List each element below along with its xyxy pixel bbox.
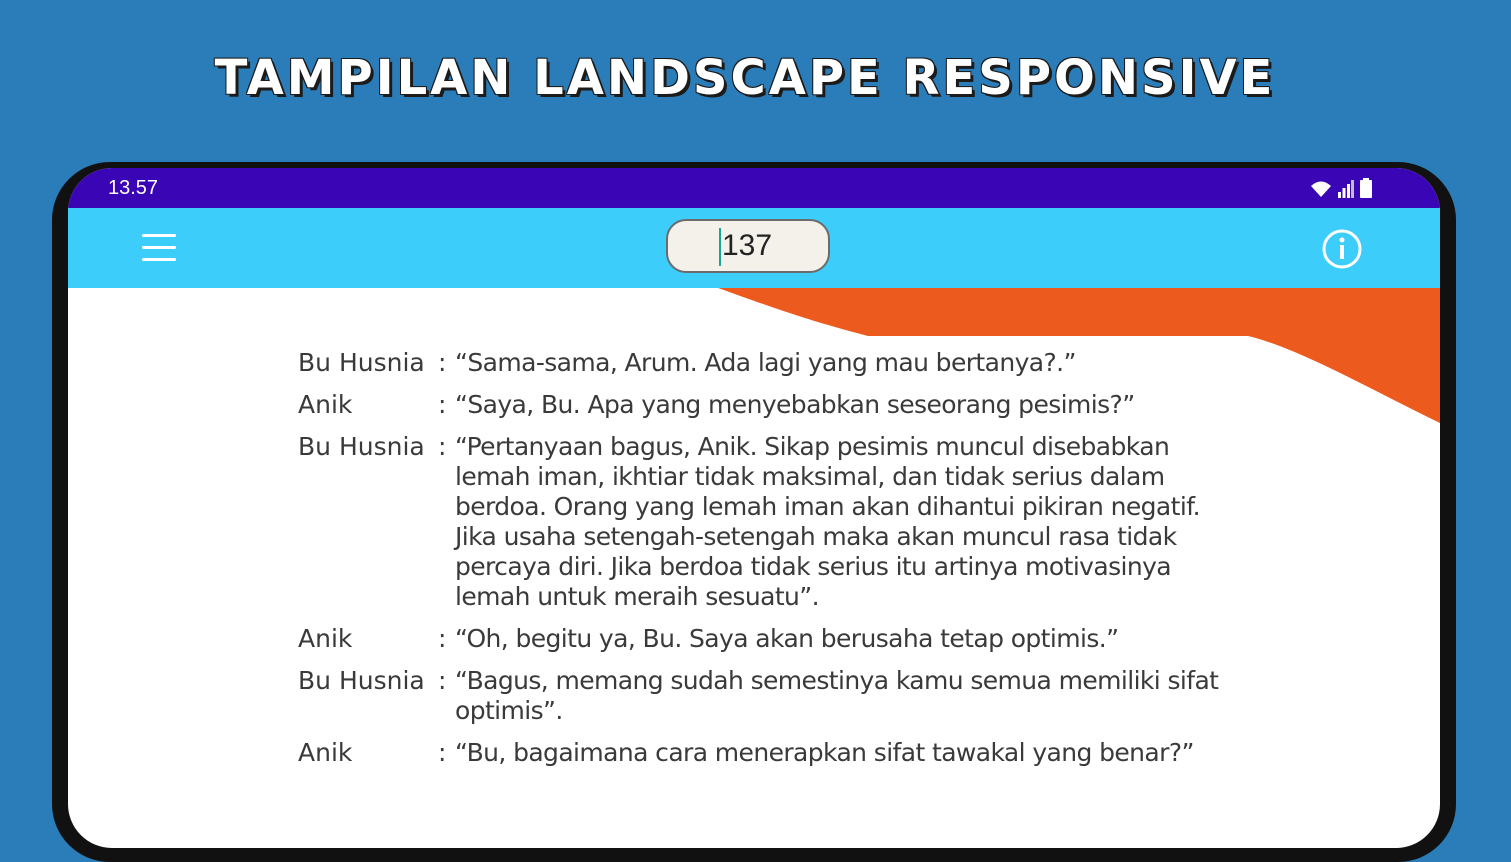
dialogue-line: “Bagus, memang sudah semestinya kamu semua memiliki sifat — [455, 666, 1219, 695]
status-time: 13.57 — [108, 177, 159, 199]
dialogue-line: lemah untuk meraih sesuatu”. — [455, 582, 819, 611]
info-icon[interactable] — [1321, 228, 1363, 270]
dialogue-line: “Oh, begitu ya, Bu. Saya akan berusaha tetap optimis.” — [455, 624, 1119, 653]
dialogue-line: “Sama-sama, Arum. Ada lagi yang mau bertanya?.” — [455, 348, 1076, 377]
banner-title: TAMPILAN LANDSCAPE RESPONSIVE — [214, 50, 1276, 106]
dialogue-row — [298, 348, 1298, 378]
speaker-name: Bu Husnia — [298, 432, 425, 461]
hamburger-menu-icon[interactable] — [140, 226, 180, 270]
colon-separator: : — [438, 390, 447, 419]
speaker-name: Bu Husnia — [298, 348, 425, 377]
dialogue-content — [298, 348, 1298, 780]
dialogue-line: optimis”. — [455, 696, 563, 725]
colon-separator: : — [438, 666, 447, 695]
speaker-name: Anik — [298, 390, 353, 419]
dialogue-line: lemah iman, ikhtiar tidak maksimal, dan tidak serius dalam — [455, 462, 1165, 491]
battery-icon — [1360, 178, 1372, 198]
status-bar — [68, 168, 1440, 208]
speaker-name: Anik — [298, 738, 353, 767]
dialogue-line: “Pertanyaan bagus, Anik. Sikap pesimis muncul disebabkan — [455, 432, 1170, 461]
speaker-name: Bu Husnia — [298, 666, 425, 695]
colon-separator: : — [438, 432, 447, 461]
status-icons — [1310, 178, 1372, 198]
dialogue-line: “Saya, Bu. Apa yang menyebabkan seseorang pesimis?” — [455, 390, 1135, 419]
dialogue-row — [298, 738, 1298, 768]
page-number-input[interactable] — [666, 219, 830, 273]
wifi-icon — [1310, 180, 1332, 198]
app-toolbar — [68, 208, 1440, 288]
dialogue-line: Jika usaha setengah-setengah maka akan muncul rasa tidak — [455, 522, 1177, 551]
dialogue-line: “Bu, bagaimana cara menerapkan sifat tawakal yang benar?” — [455, 738, 1194, 767]
dialogue-line: berdoa. Orang yang lemah iman akan dihantui pikiran negatif. — [455, 492, 1200, 521]
dialogue-line: percaya diri. Jika berdoa tidak serius itu artinya motivasinya — [455, 552, 1172, 581]
colon-separator: : — [438, 738, 447, 767]
speaker-name: Anik — [298, 624, 353, 653]
text-caret — [719, 228, 721, 266]
signal-icon — [1338, 180, 1354, 198]
dialogue-row — [298, 390, 1298, 420]
dialogue-row — [298, 666, 1298, 726]
colon-separator: : — [438, 624, 447, 653]
phone-screen — [68, 168, 1440, 848]
dialogue-row — [298, 624, 1298, 654]
dialogue-row — [298, 432, 1298, 612]
colon-separator: : — [438, 348, 447, 377]
